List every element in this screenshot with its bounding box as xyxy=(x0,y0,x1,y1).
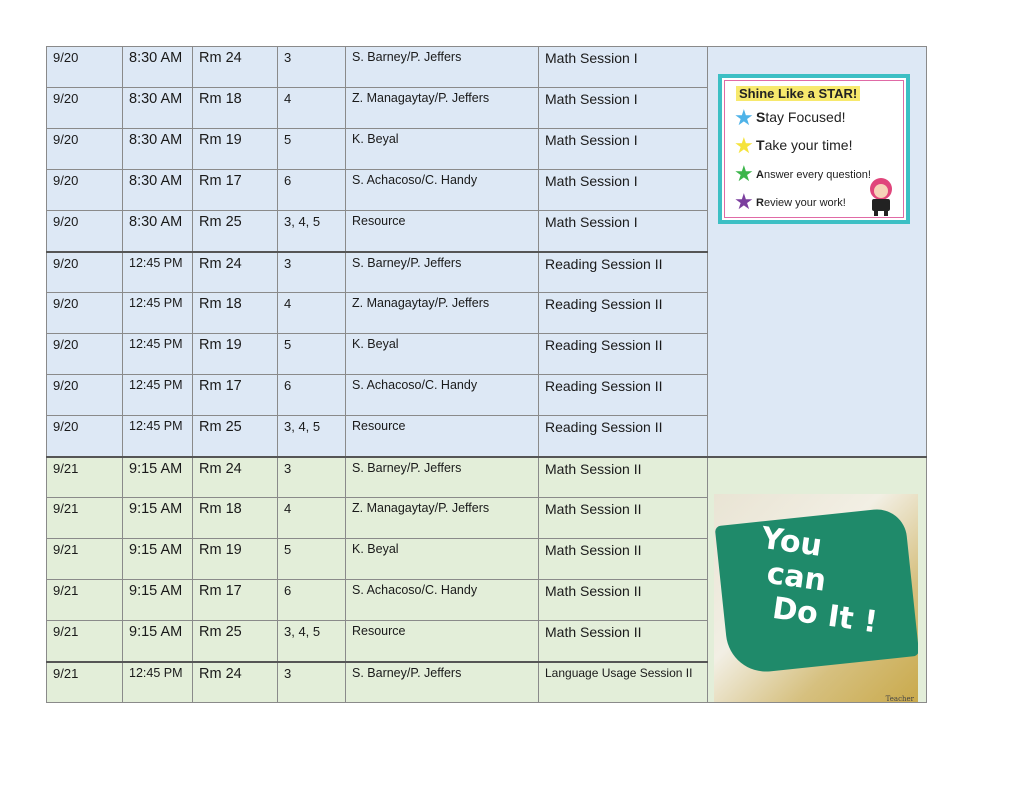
time-cell: 8:30 AM xyxy=(123,211,193,252)
teacher-cell: Resource xyxy=(346,416,539,457)
date-cell: 9/21 xyxy=(47,539,123,580)
session-cell: Math Session II xyxy=(539,621,708,662)
teacher-cell: S. Barney/P. Jeffers xyxy=(346,47,539,88)
room-cell: Rm 24 xyxy=(193,457,278,498)
time-cell: 12:45 PM xyxy=(123,416,193,457)
date-cell: 9/20 xyxy=(47,375,123,416)
teacher-cell: Resource xyxy=(346,621,539,662)
poster-letter: S xyxy=(756,109,766,125)
time-cell: 9:15 AM xyxy=(123,621,193,662)
date-cell: 9/20 xyxy=(47,129,123,170)
testing-schedule-table xyxy=(46,46,927,703)
room-cell: Rm 17 xyxy=(193,375,278,416)
grade-cell: 5 xyxy=(278,539,346,580)
room-cell: Rm 24 xyxy=(193,252,278,293)
teacher-cell: S. Barney/P. Jeffers xyxy=(346,457,539,498)
room-cell: Rm 17 xyxy=(193,580,278,621)
teacher-cell: S. Achacoso/C. Handy xyxy=(346,170,539,211)
time-cell: 9:15 AM xyxy=(123,498,193,539)
shine-like-a-star-poster xyxy=(718,74,910,224)
date-cell: 9/20 xyxy=(47,334,123,375)
room-cell: Rm 19 xyxy=(193,334,278,375)
time-cell: 8:30 AM xyxy=(123,88,193,129)
time-cell: 9:15 AM xyxy=(123,457,193,498)
star-icon: ★ xyxy=(734,133,754,158)
teacher-cell: S. Barney/P. Jeffers xyxy=(346,252,539,293)
grade-cell: 3, 4, 5 xyxy=(278,621,346,662)
session-cell: Math Session II xyxy=(539,457,708,498)
session-cell: Math Session I xyxy=(539,88,708,129)
date-cell: 9/21 xyxy=(47,621,123,662)
time-cell: 8:30 AM xyxy=(123,170,193,211)
poster-letter: A xyxy=(756,169,764,181)
teacher-cell: S. Barney/P. Jeffers xyxy=(346,662,539,703)
session-cell: Language Usage Session II xyxy=(539,662,708,703)
poster-line-take-your-time xyxy=(734,133,853,158)
session-cell: Math Session II xyxy=(539,539,708,580)
poster-line-stay-focused xyxy=(734,105,846,130)
room-cell: Rm 25 xyxy=(193,211,278,252)
time-cell: 8:30 AM xyxy=(123,47,193,88)
star-icon: ★ xyxy=(734,105,754,130)
session-cell: Math Session I xyxy=(539,170,708,211)
poster-line-text: ake your time! xyxy=(764,137,853,153)
poster-title: Shine Like a STAR! xyxy=(736,86,860,101)
table-row xyxy=(47,457,927,498)
room-cell: Rm 24 xyxy=(193,47,278,88)
time-cell: 12:45 PM xyxy=(123,375,193,416)
session-cell: Reading Session II xyxy=(539,293,708,334)
time-cell: 12:45 PM xyxy=(123,293,193,334)
room-cell: Rm 19 xyxy=(193,539,278,580)
you-can-do-it-text: You can Do It ! xyxy=(749,520,880,640)
time-cell: 9:15 AM xyxy=(123,539,193,580)
room-cell: Rm 19 xyxy=(193,129,278,170)
grade-cell: 4 xyxy=(278,88,346,129)
grade-cell: 3 xyxy=(278,252,346,293)
star-poster-cell xyxy=(708,47,927,457)
room-cell: Rm 18 xyxy=(193,88,278,129)
poster-letter: R xyxy=(756,197,764,209)
session-cell: Math Session II xyxy=(539,580,708,621)
date-cell: 9/20 xyxy=(47,47,123,88)
time-cell: 12:45 PM xyxy=(123,662,193,703)
poster-line-text: eview your work! xyxy=(763,197,846,209)
room-cell: Rm 25 xyxy=(193,621,278,662)
room-cell: Rm 17 xyxy=(193,170,278,211)
date-cell: 9/21 xyxy=(47,498,123,539)
teacher-cell: K. Beyal xyxy=(346,539,539,580)
star-icon: ★ xyxy=(734,161,754,186)
date-cell: 9/20 xyxy=(47,252,123,293)
grade-cell: 5 xyxy=(278,334,346,375)
star-icon: ★ xyxy=(734,189,754,214)
image-watermark: Teacher xyxy=(885,694,914,703)
teacher-cell: Z. Managaytay/P. Jeffers xyxy=(346,293,539,334)
teacher-cell: Z. Managaytay/P. Jeffers xyxy=(346,498,539,539)
teacher-cell: S. Achacoso/C. Handy xyxy=(346,375,539,416)
grade-cell: 3, 4, 5 xyxy=(278,416,346,457)
teacher-cell: K. Beyal xyxy=(346,334,539,375)
date-cell: 9/21 xyxy=(47,662,123,703)
grade-cell: 3 xyxy=(278,457,346,498)
teacher-cell: K. Beyal xyxy=(346,129,539,170)
session-cell: Reading Session II xyxy=(539,334,708,375)
poster-line-text: tay Focused! xyxy=(765,109,846,125)
poster-letter: T xyxy=(756,137,765,153)
session-cell: Reading Session II xyxy=(539,252,708,293)
session-cell: Math Session I xyxy=(539,129,708,170)
date-cell: 9/21 xyxy=(47,457,123,498)
date-cell: 9/20 xyxy=(47,88,123,129)
poster-line-text: nswer every question! xyxy=(763,169,871,181)
session-cell: Math Session I xyxy=(539,211,708,252)
time-cell: 12:45 PM xyxy=(123,252,193,293)
session-cell: Math Session II xyxy=(539,498,708,539)
grade-cell: 4 xyxy=(278,498,346,539)
grade-cell: 6 xyxy=(278,170,346,211)
poster-line-answer-every-question xyxy=(734,161,871,186)
room-cell: Rm 18 xyxy=(193,498,278,539)
grade-cell: 4 xyxy=(278,293,346,334)
grade-cell: 6 xyxy=(278,375,346,416)
time-cell: 8:30 AM xyxy=(123,129,193,170)
you-can-do-it-photo xyxy=(714,494,918,703)
teacher-cell: Resource xyxy=(346,211,539,252)
you-can-do-it-cell xyxy=(708,457,927,703)
date-cell: 9/21 xyxy=(47,580,123,621)
date-cell: 9/20 xyxy=(47,293,123,334)
room-cell: Rm 18 xyxy=(193,293,278,334)
grade-cell: 3 xyxy=(278,662,346,703)
session-cell: Reading Session II xyxy=(539,416,708,457)
time-cell: 12:45 PM xyxy=(123,334,193,375)
grade-cell: 6 xyxy=(278,580,346,621)
date-cell: 9/20 xyxy=(47,416,123,457)
session-cell: Math Session I xyxy=(539,47,708,88)
grade-cell: 3, 4, 5 xyxy=(278,211,346,252)
date-cell: 9/20 xyxy=(47,211,123,252)
cartoon-girl-icon xyxy=(864,176,898,216)
grade-cell: 5 xyxy=(278,129,346,170)
room-cell: Rm 25 xyxy=(193,416,278,457)
grade-cell: 3 xyxy=(278,47,346,88)
teacher-cell: S. Achacoso/C. Handy xyxy=(346,580,539,621)
date-cell: 9/20 xyxy=(47,170,123,211)
table-row xyxy=(47,47,927,88)
time-cell: 9:15 AM xyxy=(123,580,193,621)
session-cell: Reading Session II xyxy=(539,375,708,416)
room-cell: Rm 24 xyxy=(193,662,278,703)
teacher-cell: Z. Managaytay/P. Jeffers xyxy=(346,88,539,129)
poster-line-review-your-work xyxy=(734,189,846,214)
